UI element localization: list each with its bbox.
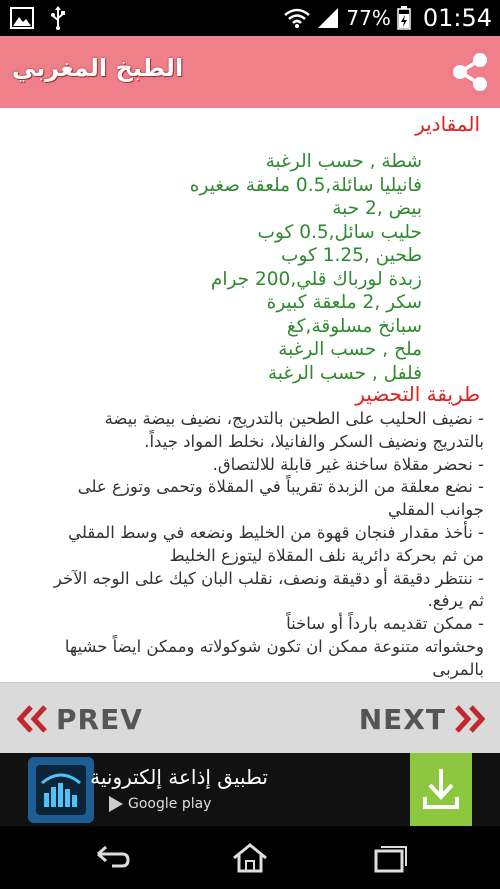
status-bar: [0, 0, 500, 36]
ingredient-item: طحين ,1.25 كوب: [281, 245, 422, 266]
step-line: من ثم بحركة دائرية نلف المقلاة ليتوزع الخليط: [169, 545, 484, 565]
usb-icon: [50, 6, 66, 30]
ingredient-item: فانيليا سائلة,0.5 ملعقة صغيره: [189, 174, 422, 196]
home-icon: [230, 842, 270, 874]
step-line: - نأخذ مقدار فنجان قهوة من الخليط ونضعه في وسط المقلي: [68, 522, 484, 542]
back-icon: [92, 842, 132, 874]
home-button[interactable]: [230, 842, 270, 874]
double-chevron-left-icon: [16, 704, 50, 734]
share-icon: [448, 50, 492, 94]
prev-button[interactable]: [16, 701, 143, 737]
step-line: - نضع معلقة من الزبدة تقريباً في المقلاة وتحمى وتوزع على: [77, 477, 484, 497]
wifi-icon: [284, 7, 310, 29]
google-play-icon: [108, 795, 124, 813]
ad-banner[interactable]: [0, 753, 500, 826]
signal-icon: [316, 7, 340, 29]
battery-percentage: 77%: [346, 6, 391, 30]
steps-title: طريقة التحضير: [355, 382, 480, 406]
step-line: - نحضر مقلاة ساخنة غير قابلة للالتصاق.: [212, 454, 484, 474]
step-line: - ننتظر دقيقة أو دقيقة ونصف، نقلب البان كيك على الوجه الآخر: [53, 568, 484, 588]
ingredients-title: المقادير: [415, 112, 480, 136]
pager-bar: [0, 682, 500, 753]
google-play-badge: [108, 793, 211, 815]
back-button[interactable]: [92, 842, 132, 874]
step-line: - نضيف الحليب على الطحين بالتدريج، نضيف بيضة بيضة: [104, 409, 484, 428]
step-line: وحشواته متنوعة ممكن ان تكون شوكولاته وممكن ايضاً حشيها: [64, 636, 484, 656]
ingredient-item: سبانخ مسلوقة,كغ: [286, 315, 422, 337]
ingredient-item: سكر ,2 ملعقة كبيرة: [266, 292, 422, 313]
app-icon[interactable]: [28, 757, 94, 823]
ingredient-item: فلفل , حسب الرغبة: [267, 362, 422, 384]
system-nav-bar: [0, 826, 500, 889]
step-line: ثم يرفع.: [427, 591, 484, 611]
ad-title: تطبيق إذاعة إلكترونية: [90, 765, 268, 789]
download-button[interactable]: [410, 753, 472, 826]
radio-equalizer-icon: [28, 757, 94, 823]
app-title: الطبخ المغربي: [12, 54, 184, 82]
recipe-content[interactable]: [0, 108, 500, 682]
step-line: بالمربى: [432, 659, 484, 679]
ingredient-item: زبدة لورباك قلي,200 جرام: [210, 268, 422, 290]
battery-icon: [397, 6, 411, 30]
next-label: NEXT: [358, 702, 446, 736]
ingredient-item: شطة , حسب الرغبة: [265, 151, 422, 172]
prev-label: PREV: [56, 702, 143, 736]
ingredients-list: [42, 150, 422, 385]
app-header: [0, 36, 500, 108]
clock: 01:54: [422, 4, 492, 32]
share-button[interactable]: [448, 50, 492, 94]
steps-list: [14, 408, 484, 682]
step-line: - ممكن تقديمه بارداً أو ساخناً: [286, 614, 484, 634]
step-line: جوانب المقلي: [387, 500, 484, 520]
step-line: بالتدريج ونضيف السكر والفانيلا، نخلط المواد جيداً.: [144, 431, 484, 451]
recents-button[interactable]: [370, 842, 410, 874]
ingredient-item: بيض ,2 حبة: [332, 198, 422, 219]
recents-icon: [370, 842, 410, 874]
store-label: Google play: [128, 796, 212, 812]
next-button[interactable]: [359, 701, 486, 737]
ingredient-item: حليب سائل,0.5 كوب: [257, 221, 422, 243]
ingredient-item: ملح , حسب الرغبة: [278, 339, 422, 360]
double-chevron-right-icon: [452, 704, 486, 734]
download-icon: [410, 753, 472, 826]
image-icon: [10, 7, 34, 29]
